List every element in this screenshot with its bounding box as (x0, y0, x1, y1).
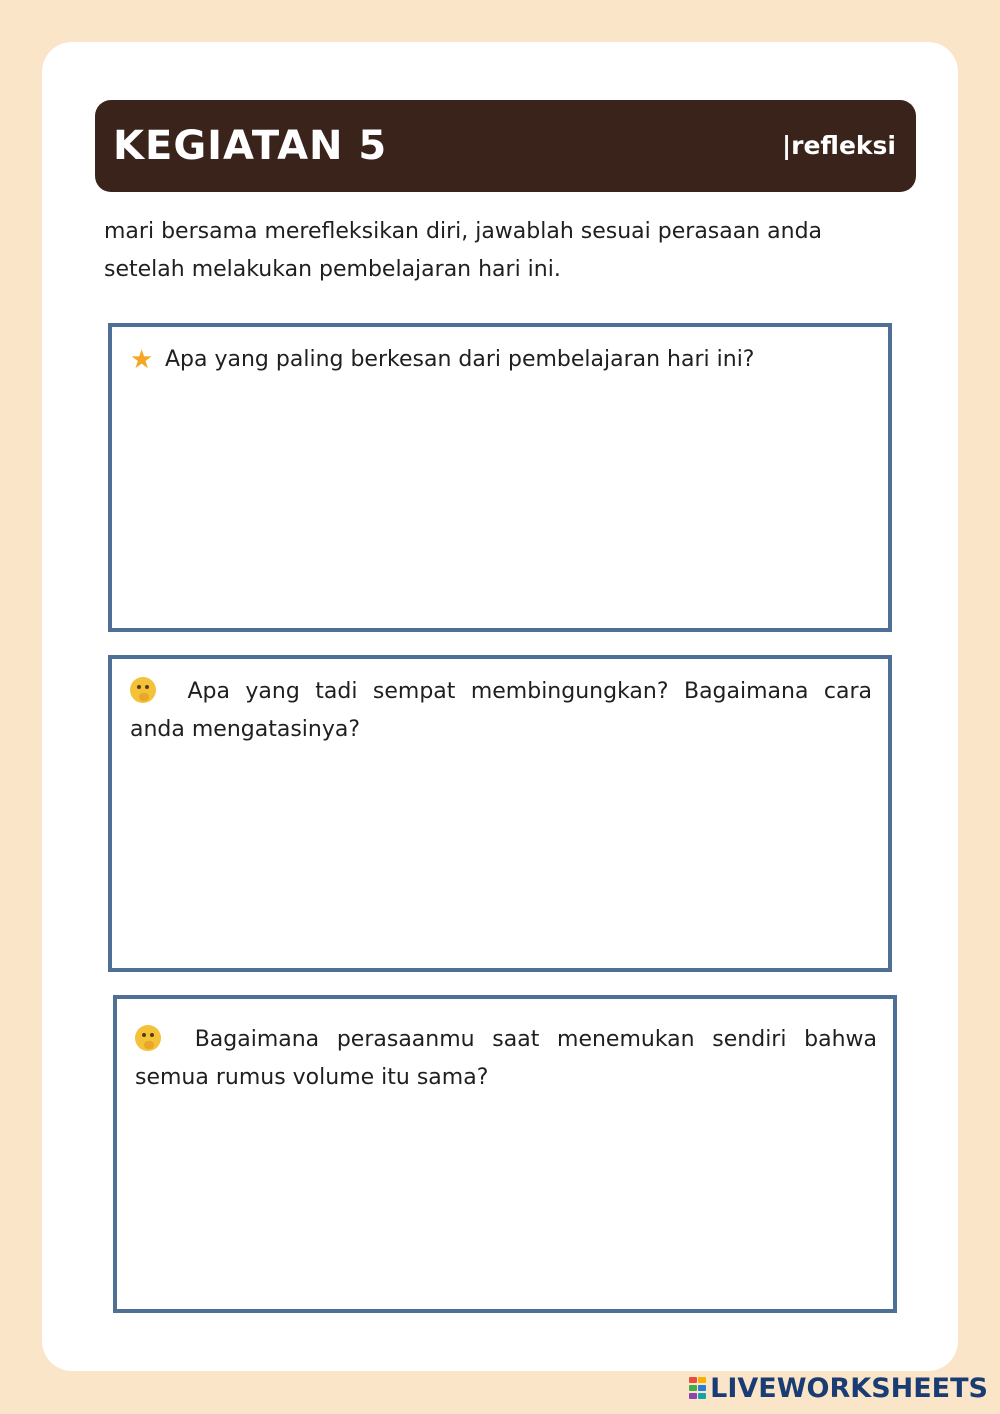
star-icon: ★ (130, 345, 154, 375)
question-2 (130, 673, 872, 749)
answer-box-2[interactable] (108, 655, 892, 972)
answer-box-3[interactable] (113, 995, 897, 1313)
question-3-text: Bagaimana perasaanmu saat menemukan sendiri bahwa semua rumus volume itu sama? (135, 1027, 878, 1090)
liveworksheets-logo-icon (689, 1377, 707, 1399)
watermark-text: LIVEWORKSHEETS (710, 1373, 988, 1404)
question-2-text: Apa yang tadi sempat membingungkan? Bagaimana cara anda mengatasinya? (130, 679, 872, 742)
header-banner (95, 100, 916, 192)
question-1 (130, 341, 872, 379)
question-1-text: Apa yang paling berkesan dari pembelajaran hari ini? (165, 347, 755, 372)
watermark (689, 1372, 988, 1406)
page-title: KEGIATAN 5 (113, 123, 388, 169)
section-tag: |refleksi (782, 131, 896, 160)
thinking-face-icon (130, 677, 156, 703)
answer-box-1[interactable] (108, 323, 892, 632)
instructions-text: mari bersama merefleksikan diri, jawablah sesuai perasaan anda setelah melakukan pembelajaran hari ini. (104, 219, 823, 282)
question-3 (135, 1021, 877, 1097)
hand-over-mouth-face-icon (135, 1025, 161, 1051)
